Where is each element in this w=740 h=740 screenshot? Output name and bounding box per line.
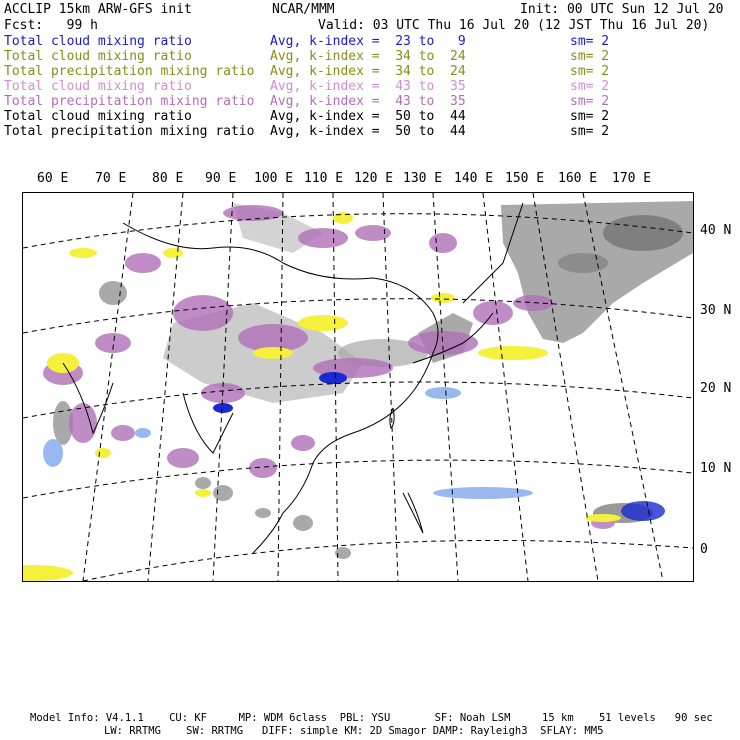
field-level-range: Avg, k-index = 34 to 24	[270, 64, 466, 79]
field-name: Total cloud mixing ratio	[4, 109, 192, 124]
lat-label: 20 N	[700, 381, 732, 396]
field-name: Total precipitation mixing ratio	[4, 64, 255, 79]
lon-label: 160 E	[558, 171, 598, 186]
blue-cloud-field	[43, 372, 665, 521]
field-smoothing: sm= 2	[570, 79, 610, 94]
institution-label: NCAR/MMM	[272, 2, 335, 17]
lon-label: 120 E	[354, 171, 394, 186]
init-time: Init: 00 UTC Sun 12 Jul 20	[520, 2, 724, 17]
lon-label: 80 E	[152, 171, 184, 186]
field-name: Total precipitation mixing ratio	[4, 94, 255, 109]
lon-label: 170 E	[612, 171, 652, 186]
lat-label: 0	[700, 542, 708, 557]
lon-label: 100 E	[254, 171, 294, 186]
lon-label: 90 E	[205, 171, 237, 186]
field-smoothing: sm= 2	[570, 109, 610, 124]
field-level-range: Avg, k-index = 43 to 35	[270, 94, 466, 109]
field-name: Total cloud mixing ratio	[4, 49, 192, 64]
model-info-line1: Model Info: V4.1.1 CU: KF MP: WDM 6class PBL: YSU SF: Noah LSM 15 km 51 levels 90 sec	[30, 712, 713, 724]
field-smoothing: sm= 2	[570, 94, 610, 109]
lon-label: 140 E	[454, 171, 494, 186]
field-level-range: Avg, k-index = 50 to 44	[270, 124, 466, 139]
forecast-hour: Fcst: 99 h	[4, 18, 98, 33]
field-smoothing: sm= 2	[570, 64, 610, 79]
lon-label: 60 E	[37, 171, 69, 186]
field-smoothing: sm= 2	[570, 49, 610, 64]
field-name: Total precipitation mixing ratio	[4, 124, 255, 139]
field-level-range: Avg, k-index = 34 to 24	[270, 49, 466, 64]
lat-label: 40 N	[700, 223, 732, 238]
field-level-range: Avg, k-index = 50 to 44	[270, 109, 466, 124]
field-name: Total cloud mixing ratio	[4, 34, 192, 49]
model-info-line2: LW: RRTMG SW: RRTMG DIFF: simple KM: 2D Smagor DAMP: Rayleigh3 SFLAY: MM5	[104, 725, 604, 737]
field-smoothing: sm= 2	[570, 124, 610, 139]
field-smoothing: sm= 2	[570, 34, 610, 49]
lon-label: 130 E	[403, 171, 443, 186]
lon-label: 110 E	[304, 171, 344, 186]
lat-label: 30 N	[700, 303, 732, 318]
field-name: Total cloud mixing ratio	[4, 79, 192, 94]
field-level-range: Avg, k-index = 43 to 35	[270, 79, 466, 94]
map-title: ACCLIP 15km ARW-GFS init	[4, 2, 192, 17]
map-canvas	[23, 193, 693, 581]
field-level-range: Avg, k-index = 23 to 9	[270, 34, 466, 49]
lon-label: 150 E	[505, 171, 545, 186]
lat-label: 10 N	[700, 461, 732, 476]
valid-time: Valid: 03 UTC Thu 16 Jul 20 (12 JST Thu 16 Jul 20)	[318, 18, 710, 33]
lon-label: 70 E	[95, 171, 127, 186]
map-panel	[22, 192, 694, 582]
